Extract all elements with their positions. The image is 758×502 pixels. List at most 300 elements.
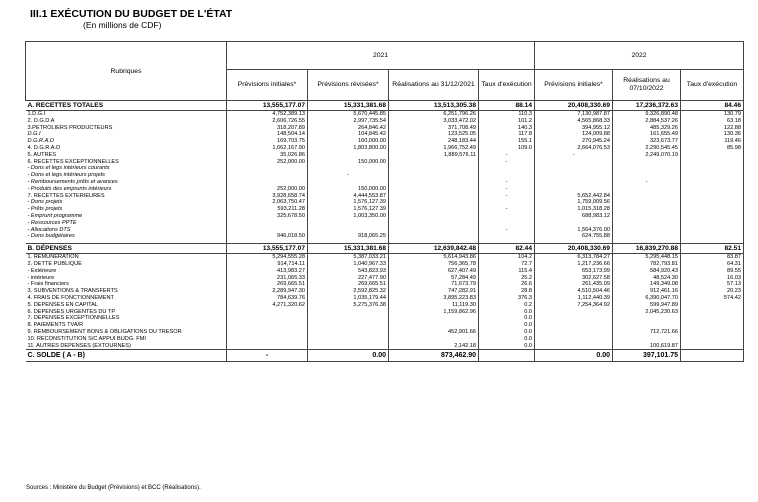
cell-value [389,233,479,240]
cell-value [535,343,613,350]
cell-value: 3,033,472.02 [389,118,479,125]
column-header: Prévisions initiales* [227,70,308,101]
cell-value: 593,211.28 [227,206,308,213]
cell-value: 0.0 [479,343,535,350]
cell-value: - [479,227,535,234]
cell-value: 376.3 [479,295,535,302]
row-label: - Ressources PPTE [27,219,77,226]
cell-value [308,315,389,322]
row-label: - intérieure [27,274,55,281]
row-label: 3.PETROLIERS PRODUCTEURS [27,124,113,131]
table-row [26,288,744,295]
cell-value: 85.98 [681,145,744,152]
cell-value: - [535,152,613,159]
cell-value [308,220,389,227]
cell-value [535,165,613,172]
cell-value: 100,619.87 [613,343,681,350]
row-label: - Frais financiers [27,281,69,288]
cell-value [227,165,308,172]
cell-value: 584,920.43 [613,268,681,275]
row-label: 1. RÉMUNÉRATION [27,254,79,261]
cell-value: 130.79 [681,111,744,118]
cell-value [389,165,479,172]
cell-value [535,315,613,322]
cell-value: 0.0 [479,329,535,336]
table-row [26,199,744,206]
cell-value: 5,652,442.84 [535,193,613,200]
cell-value [613,159,681,166]
table-row [26,281,744,288]
row-label: - Prêts projets [27,206,63,213]
cell-value: 269,665.51 [227,281,308,288]
row-label: 7. RECETTES EXTÉRIEURES [27,192,105,199]
row-label: 10. RECONSTITUTION S/C APPUI BUDG. FMI [27,335,146,342]
cell-value [308,329,389,336]
cell-value: 48,524.30 [613,275,681,282]
cell-value: 35,026.86 [227,152,308,159]
row-label: - Remboursements prêts et avances [27,178,118,185]
row-label: - Dons et legs intérieurs projets [27,172,105,179]
table-row [26,101,744,111]
cell-value: 688,983.12 [535,213,613,220]
row-label: 4. D.G.R.A.D [27,144,61,151]
cell-value: - [613,179,681,186]
cell-value [613,186,681,193]
cell-value: 756,365.78 [389,261,479,268]
section-title: III.1 EXÉCUTION DU BUDGET DE L'ÉTAT [30,8,233,20]
cell-value: 15,331,381.68 [308,244,389,254]
cell-value [613,220,681,227]
cell-value: 653,173.99 [535,268,613,275]
cell-value: 149,349.08 [613,281,681,288]
cell-value: 84.46 [681,101,744,111]
cell-value: 6,390,047.70 [613,295,681,302]
column-header: Taux d'exécution [479,70,535,101]
cell-value [681,315,744,322]
cell-value: 64.31 [681,261,744,268]
cell-value: 89.55 [681,268,744,275]
cell-value: 150,000.00 [308,159,389,166]
cell-value [389,336,479,343]
row-label: 4. FRAIS DE FONCTIONNEMENT [27,294,114,301]
cell-value: 252,000.00 [227,186,308,193]
cell-value: 2,997,735.54 [308,118,389,125]
cell-value: 0.0 [479,336,535,343]
cell-value: 0.2 [479,302,535,309]
row-label: C. SOLDE ( A - B) [26,350,227,362]
cell-value [681,213,744,220]
row-label: 8. PAIEMENTS TVA/R [27,322,84,329]
cell-value: 16.03 [681,275,744,282]
table-row [26,261,744,268]
cell-value: 109.0 [479,145,535,152]
cell-value [681,172,744,179]
row-label: 6. RECETTES EXCEPTIONNELLES [27,158,119,165]
table-row [26,302,744,309]
cell-value: 485,329.26 [613,125,681,132]
cell-value: 20,408,330.69 [535,244,613,254]
cell-value: 82.51 [681,244,744,254]
cell-value: - [308,172,389,179]
cell-value: 231,065.33 [227,275,308,282]
cell-value: 2,142.18 [389,343,479,350]
row-label: - Extérieure [27,267,57,274]
cell-value: 6,313,784.27 [535,254,613,261]
cell-value [389,322,479,329]
table-row [26,244,744,254]
row-label: - Produits des emprunts intérieurs [27,185,112,192]
cell-value [681,322,744,329]
table-row [26,193,744,200]
table-row [26,220,744,227]
table-row [26,322,744,329]
row-label: D.G.R.A.D [27,138,54,145]
cell-value: 101.2 [479,118,535,125]
cell-value: 124,009.88 [535,131,613,138]
row-label: A. RECETTES TOTALES [26,101,227,111]
cell-value: 782,793.81 [613,261,681,268]
row-label: 5. AUTRES [27,151,57,158]
cell-value [613,227,681,234]
cell-value: 1,576,127.39 [308,206,389,213]
cell-value [681,227,744,234]
table-row [26,350,744,362]
row-label: 5. DÉPENSES EN CAPITAL [27,301,98,308]
cell-value [681,199,744,206]
cell-value: 169,703.75 [227,138,308,145]
cell-value [613,336,681,343]
cell-value: 9,326,890.48 [613,111,681,118]
cell-value [681,233,744,240]
cell-value [389,213,479,220]
cell-value: 413,983.27 [227,268,308,275]
cell-value [613,193,681,200]
cell-value: 3,895,223.83 [389,295,479,302]
cell-value: 148,504.14 [227,131,308,138]
cell-value: 20,408,330.69 [535,101,613,111]
cell-value: 13,555,177.07 [227,101,308,111]
cell-value: 115.4 [479,268,535,275]
cell-value [308,336,389,343]
cell-value: 160,000.00 [308,138,389,145]
cell-value [389,206,479,213]
cell-value [227,179,308,186]
cell-value: 1,112,440.39 [535,295,613,302]
cell-value: 117.8 [479,131,535,138]
cell-value [535,172,613,179]
cell-value: 5,294,555.28 [227,254,308,261]
cell-value [613,165,681,172]
cell-value: 269,665.51 [308,281,389,288]
cell-value: 918,065.25 [308,233,389,240]
cell-value: 325,678.50 [227,213,308,220]
source-footnote: Sources : Ministère du Budget (Prévisions) et BCC (Réalisations). [26,485,201,491]
cell-value: 946,018.50 [227,233,308,240]
cell-value: 624,755.88 [535,233,613,240]
cell-value: 914,714.11 [227,261,308,268]
cell-value: 16,839,270.88 [613,244,681,254]
cell-value [613,315,681,322]
cell-value [535,220,613,227]
cell-value: 0.00 [308,350,389,362]
table-row [26,213,744,220]
table-row [26,125,744,132]
cell-value: 6,251,796.26 [389,111,479,118]
cell-value: 2,606,726.55 [227,118,308,125]
cell-value: 5,614,943.86 [389,254,479,261]
table-row [26,186,744,193]
cell-value [227,322,308,329]
cell-value: - [227,350,308,362]
cell-value: 1,015,318.28 [535,206,613,213]
cell-value [681,186,744,193]
cell-value: 5,670,445.85 [308,111,389,118]
cell-value: 712,721.66 [613,329,681,336]
cell-value: 119.46 [681,138,744,145]
table-row [26,227,744,234]
cell-value: - [479,152,535,159]
cell-value: 227,477.90 [308,275,389,282]
cell-value: 599,947.89 [613,302,681,309]
cell-value: 82.44 [479,244,535,254]
cell-value [227,315,308,322]
cell-value [681,165,744,172]
table-row [26,329,744,336]
row-label: 11. AUTRES DEPENSES (EXTOURNES) [27,342,131,349]
cell-value: 72.7 [479,261,535,268]
cell-value: 747,282.91 [389,288,479,295]
cell-value [681,350,744,362]
table-row [26,275,744,282]
cell-value: 452,901.66 [389,329,479,336]
cell-value: 2,045,230.63 [613,309,681,316]
cell-value [308,322,389,329]
cell-value: 1,159,862.96 [389,309,479,316]
cell-value: 1,217,236.66 [535,261,613,268]
row-label: 9. REMBOURSEMENT BONS & OBLIGATIONS DU TRESOR [27,328,182,335]
row-label: B. DÉPENSES [26,244,227,254]
cell-value: 110.3 [479,111,535,118]
cell-value [479,213,535,220]
cell-value: 123,525.05 [389,131,479,138]
cell-value: 57,284.49 [389,275,479,282]
cell-value: 574.42 [681,295,744,302]
cell-value: 2,664,076.53 [535,145,613,152]
cell-value: 20.23 [681,288,744,295]
cell-value: 397,101.75 [613,350,681,362]
cell-value: 0.0 [479,322,535,329]
cell-value: 1,966,752.49 [389,145,479,152]
cell-value: - [479,179,535,186]
cell-value [227,172,308,179]
cell-value [535,186,613,193]
cell-value [681,193,744,200]
table-row [26,179,744,186]
cell-value [308,179,389,186]
cell-value: 4,510,504.46 [535,288,613,295]
cell-value [613,206,681,213]
cell-value: 323,673.77 [613,138,681,145]
cell-value: 7,254,364.92 [535,302,613,309]
cell-value: 1,759,009.56 [535,199,613,206]
cell-value: 0.0 [479,309,535,316]
cell-value [227,343,308,350]
row-label: 6. DÉPENSES URGENTES DU TP [27,308,116,315]
cell-value [389,186,479,193]
cell-value: 4,444,553.87 [308,193,389,200]
cell-value [389,193,479,200]
cell-value: 88.14 [479,101,535,111]
cell-value: 1,662,167.90 [227,145,308,152]
cell-value: 3,928,658.74 [227,193,308,200]
table-row [26,165,744,172]
cell-value: 2,063,750.47 [227,199,308,206]
cell-value: 873,462.90 [389,350,479,362]
table-row [26,118,744,125]
cell-value [479,165,535,172]
cell-value: - [479,206,535,213]
cell-value [613,322,681,329]
cell-value [535,309,613,316]
cell-value [479,233,535,240]
cell-value: 1,576,127.39 [308,199,389,206]
cell-value [681,302,744,309]
cell-value [389,220,479,227]
row-label: 1.D.G.I [27,111,46,117]
table-row [26,315,744,322]
cell-value: 0.00 [535,350,613,362]
cell-value [535,179,613,186]
cell-value: 15,331,381.68 [308,101,389,111]
cell-value [389,159,479,166]
cell-value: 627,407.49 [389,268,479,275]
cell-value [681,152,744,159]
cell-value [613,199,681,206]
cell-value: 161,655.49 [613,131,681,138]
row-label: 3. SUBVENTIONS & TRANSFERTS [27,288,118,295]
cell-value: 302,627.58 [535,275,613,282]
row-label: - Allocations DTS [27,226,71,233]
cell-value: 5,275,376.38 [308,302,389,309]
cell-value: 1,040,967.33 [308,261,389,268]
cell-value: 140.3 [479,125,535,132]
column-header: Réalisations au 31/12/2021 [389,70,479,101]
cell-value [227,329,308,336]
table-row [26,268,744,275]
column-header: Prévisions initiales* [535,70,613,101]
row-label: - Dons et legs intérieurs courants [27,165,110,172]
table-row [26,111,744,118]
row-label: 2. DETTE PUBLIQUE [27,260,82,267]
table-row [26,152,744,159]
table-row [26,343,744,350]
cell-value [479,199,535,206]
cell-value: 1,564,376.00 [535,227,613,234]
cell-value: 270,945.24 [535,138,613,145]
cell-value: - [479,159,535,166]
cell-value: 784,639.76 [227,295,308,302]
cell-value [681,220,744,227]
table-row [26,172,744,179]
cell-value: 261,435.09 [535,281,613,288]
budget-table [25,41,744,362]
cell-value: 371,708.49 [389,125,479,132]
cell-value [535,322,613,329]
cell-value [613,172,681,179]
cell-value: 11,119.30 [389,302,479,309]
cell-value: 122.88 [681,125,744,132]
cell-value: 543,823.93 [308,268,389,275]
cell-value [308,165,389,172]
cell-value: 130.36 [681,131,744,138]
cell-value [681,179,744,186]
cell-value [681,329,744,336]
table-row [26,336,744,343]
row-label: 2. D.G.D.A [27,117,55,124]
cell-value: 2,249,070.19 [613,152,681,159]
cell-value: 5,295,448.15 [613,254,681,261]
table-row [26,131,744,138]
table-row [26,233,744,240]
cell-value [535,336,613,343]
cell-value: 25.2 [479,275,535,282]
row-label: D.G.I [27,131,41,138]
cell-value [227,309,308,316]
cell-value: 2,592,825.32 [308,288,389,295]
table-row [26,309,744,316]
cell-value [308,227,389,234]
cell-value: 57.13 [681,281,744,288]
cell-value: 0.0 [479,315,535,322]
cell-value [227,336,308,343]
row-label: 7. DÉPENSES EXCEPTIONNELLES [27,315,120,322]
cell-value [479,172,535,179]
cell-value: 26.6 [479,281,535,288]
cell-value: 13,555,177.07 [227,244,308,254]
table-row [26,159,744,166]
column-header: Réalisations au 07/10/2022 [613,70,681,101]
cell-value: 1,003,350.00 [308,213,389,220]
cell-value [308,309,389,316]
cell-value: 394,955.12 [535,125,613,132]
cell-value: 5,387,033.21 [308,254,389,261]
cell-value [389,315,479,322]
row-label: - Dons projets [27,199,63,206]
cell-value [681,159,744,166]
cell-value: 4,752,389.13 [227,111,308,118]
cell-value: 155.1 [479,138,535,145]
cell-value: 2,290,545.45 [613,145,681,152]
cell-value [613,213,681,220]
cell-value: 7,130,987.87 [535,111,613,118]
cell-value [681,206,744,213]
cell-value: - [479,193,535,200]
cell-value: 1,889,576.11 [389,152,479,159]
cell-value: 4,565,868.33 [535,118,613,125]
rubriques-header: Rubriques [26,42,227,101]
cell-value [681,336,744,343]
cell-value [681,343,744,350]
cell-value: - [479,186,535,193]
cell-value: 17,236,372.63 [613,101,681,111]
cell-value [308,343,389,350]
cell-value [535,159,613,166]
cell-value [308,152,389,159]
cell-value [613,233,681,240]
cell-value [389,172,479,179]
cell-value: 71,673.79 [389,281,479,288]
cell-value: 318,207.89 [227,125,308,132]
